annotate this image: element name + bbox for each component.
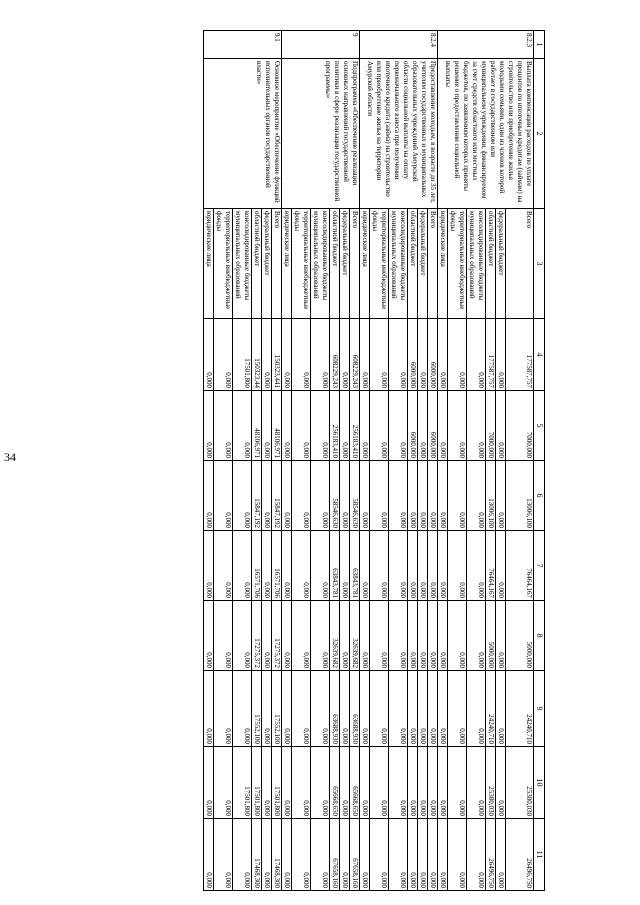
- value-cell: 17501,800: [272, 747, 282, 819]
- value-cell: 0,000: [340, 319, 350, 391]
- value-cell: 0,000: [389, 671, 408, 747]
- col-header: 3: [534, 209, 545, 319]
- value-cell: 0,000: [418, 671, 428, 747]
- value-cell: 0,000: [204, 747, 214, 819]
- value-cell: 0,000: [448, 671, 467, 747]
- table-row: [350, 31, 360, 891]
- row-name: Подпрограмма «Обеспечение реализации основных направлений государственной политики в сфере реализации государственной программы»: [282, 59, 360, 209]
- value-cell: 0,000: [292, 601, 311, 671]
- funding-source: федеральный бюджет: [262, 209, 272, 319]
- value-cell: 0,000: [438, 531, 448, 601]
- value-cell: 150323,44: [252, 319, 262, 391]
- funding-source: территориальные внебюджетные фонды: [370, 209, 389, 319]
- value-cell: 0,000: [282, 601, 292, 671]
- row-name: Выплата компенсации расходов по уплате процентов по ипотечным кредитам (займам) на строительство или приобретение жилья молодыми семьями, один из членов которой работает в государственном или муниципальном учреждении, финансируемом за счет средств областного или местных бюджетов, по заявлениям которых приняты решения о предоставлении социальной выплаты: [438, 59, 534, 209]
- value-cell: 0,000: [428, 531, 438, 601]
- funding-source: юридические лица: [360, 209, 370, 319]
- value-cell: 0,000: [448, 461, 467, 531]
- value-cell: 13006,100: [486, 461, 496, 531]
- value-cell: 76464,167: [506, 531, 534, 601]
- value-cell: 16571,706: [252, 531, 262, 601]
- col-header: 10: [534, 747, 545, 819]
- value-cell: 0,000: [370, 601, 389, 671]
- value-cell: 0,000: [214, 531, 233, 601]
- value-cell: 0,000: [214, 747, 233, 819]
- row-code: 8.2.3: [438, 31, 534, 59]
- value-cell: 0,000: [311, 819, 330, 891]
- value-cell: 25380,030: [486, 747, 496, 819]
- value-cell: 67658,160: [350, 819, 360, 891]
- value-cell: 0,000: [292, 461, 311, 531]
- value-cell: 15847,192: [252, 461, 262, 531]
- value-cell: 256183,410: [350, 391, 360, 461]
- value-cell: 0,000: [370, 319, 389, 391]
- value-cell: 0,000: [408, 601, 418, 671]
- value-cell: 0,000: [389, 319, 408, 391]
- value-cell: 17552,100: [272, 671, 282, 747]
- value-cell: 65668,650: [350, 747, 360, 819]
- value-cell: 0,000: [496, 391, 506, 461]
- table-row: [428, 31, 438, 891]
- value-cell: 63843,781: [330, 531, 340, 601]
- value-cell: 48106,971: [252, 391, 262, 461]
- value-cell: 0,000: [360, 819, 370, 891]
- value-cell: 65668,650: [330, 747, 340, 819]
- funding-source: территориальные внебюджетные фонды: [214, 209, 233, 319]
- funding-source: консолидированные бюджеты муниципальных образований: [233, 209, 252, 319]
- value-cell: 0,000: [496, 601, 506, 671]
- funding-source: Всего: [428, 209, 438, 319]
- value-cell: 0,000: [438, 601, 448, 671]
- value-cell: 63688,930: [330, 671, 340, 747]
- row-code: 9: [282, 31, 360, 59]
- value-cell: 0,000: [467, 319, 486, 391]
- value-cell: 0,000: [204, 601, 214, 671]
- value-cell: 0,000: [467, 671, 486, 747]
- value-cell: 0,000: [418, 319, 428, 391]
- row-name: Основное мероприятие «Обеспечение функций исполнительных органов государственной власти»: [204, 59, 282, 209]
- page-number: 34: [4, 450, 16, 464]
- value-cell: 0,000: [214, 319, 233, 391]
- value-cell: 0,000: [340, 819, 350, 891]
- value-cell: 0,000: [389, 819, 408, 891]
- funding-source: Всего: [506, 209, 534, 319]
- value-cell: 0,000: [233, 391, 252, 461]
- value-cell: 0,000: [360, 391, 370, 461]
- funding-source: юридические лица: [438, 209, 448, 319]
- value-cell: 0,000: [340, 391, 350, 461]
- value-cell: 76464,167: [486, 531, 496, 601]
- value-cell: 256183,410: [330, 391, 340, 461]
- value-cell: 608229,243: [350, 319, 360, 391]
- value-cell: 0,000: [438, 391, 448, 461]
- header-row: [534, 31, 545, 891]
- value-cell: 177587,757: [486, 319, 496, 391]
- value-cell: 17501,800: [233, 747, 252, 819]
- row-name: Предоставление молодым, в возрасте до 35 лет, учителям государственных и муниципальных образовательных учреждений Амурской области социальной выплаты на оплату первоначального взноса при получении ипотечного кредита (займа) на строительство или приобретение жилья на территории Амурской области: [360, 59, 438, 209]
- value-cell: 17501,800: [252, 747, 262, 819]
- funding-source: областной бюджет: [486, 209, 496, 319]
- value-cell: 0,000: [408, 461, 418, 531]
- funding-source: федеральный бюджет: [418, 209, 428, 319]
- value-cell: 0,000: [418, 391, 428, 461]
- value-cell: 0,000: [438, 819, 448, 891]
- row-code: 9.1: [204, 31, 282, 59]
- value-cell: 0,000: [262, 461, 272, 531]
- value-cell: 0,000: [340, 671, 350, 747]
- value-cell: 0,000: [214, 819, 233, 891]
- value-cell: 0,000: [292, 747, 311, 819]
- value-cell: 26496,750: [486, 819, 496, 891]
- value-cell: 6000,000: [408, 319, 418, 391]
- value-cell: 6000,000: [428, 319, 438, 391]
- value-cell: 32639,682: [350, 601, 360, 671]
- value-cell: 0,000: [204, 391, 214, 461]
- value-cell: 0,000: [418, 747, 428, 819]
- value-cell: 13006,100: [506, 461, 534, 531]
- value-cell: 0,000: [467, 391, 486, 461]
- value-cell: 0,000: [370, 671, 389, 747]
- value-cell: 150323,441: [272, 319, 282, 391]
- value-cell: 0,000: [370, 531, 389, 601]
- value-cell: 0,000: [262, 319, 272, 391]
- value-cell: 0,000: [438, 461, 448, 531]
- col-header: 8: [534, 601, 545, 671]
- value-cell: 0,000: [418, 461, 428, 531]
- value-cell: 0,000: [360, 461, 370, 531]
- value-cell: 0,000: [428, 601, 438, 671]
- value-cell: 0,000: [467, 531, 486, 601]
- value-cell: 48106,971: [272, 391, 282, 461]
- value-cell: 7000,000: [486, 391, 496, 461]
- value-cell: 0,000: [360, 601, 370, 671]
- value-cell: 0,000: [282, 819, 292, 891]
- value-cell: 0,000: [438, 747, 448, 819]
- col-header: 7: [534, 531, 545, 601]
- value-cell: 0,000: [389, 747, 408, 819]
- funding-source: консолидированные бюджеты муниципальных образований: [389, 209, 408, 319]
- value-cell: 17468,300: [252, 819, 262, 891]
- value-cell: 0,000: [204, 461, 214, 531]
- value-cell: 0,000: [311, 461, 330, 531]
- table-row: [506, 31, 534, 891]
- value-cell: 0,000: [292, 819, 311, 891]
- value-cell: 0,000: [496, 461, 506, 531]
- value-cell: 0,000: [262, 531, 272, 601]
- value-cell: 0,000: [214, 461, 233, 531]
- value-cell: 0,000: [282, 531, 292, 601]
- value-cell: 0,000: [370, 747, 389, 819]
- row-code: 8.2.4: [360, 31, 438, 59]
- value-cell: 0,000: [311, 391, 330, 461]
- value-cell: 0,000: [360, 531, 370, 601]
- value-cell: 17275,372: [252, 601, 262, 671]
- value-cell: 17468,300: [272, 819, 282, 891]
- value-cell: 58546,630: [330, 461, 340, 531]
- funding-source: областной бюджет: [252, 209, 262, 319]
- value-cell: 0,000: [389, 461, 408, 531]
- col-header: 1: [534, 31, 545, 59]
- value-cell: 0,000: [428, 747, 438, 819]
- value-cell: 0,000: [408, 747, 418, 819]
- funding-source: юридические лица: [282, 209, 292, 319]
- value-cell: 0,000: [282, 391, 292, 461]
- value-cell: 0,000: [418, 819, 428, 891]
- value-cell: 6000,000: [428, 391, 438, 461]
- value-cell: 0,000: [233, 819, 252, 891]
- value-cell: 0,000: [448, 531, 467, 601]
- value-cell: 0,000: [340, 461, 350, 531]
- value-cell: 0,000: [360, 747, 370, 819]
- value-cell: 0,000: [214, 391, 233, 461]
- funding-source: Всего: [350, 209, 360, 319]
- value-cell: 0,000: [428, 461, 438, 531]
- value-cell: 17275,372: [272, 601, 282, 671]
- funding-source: консолидированные бюджеты муниципальных образований: [311, 209, 330, 319]
- funding-source: федеральный бюджет: [496, 209, 506, 319]
- budget-table: [203, 30, 545, 891]
- value-cell: 0,000: [204, 531, 214, 601]
- value-cell: 17501,800: [233, 319, 252, 391]
- value-cell: 177587,757: [506, 319, 534, 391]
- value-cell: 25380,030: [506, 747, 534, 819]
- value-cell: 0,000: [467, 461, 486, 531]
- value-cell: 0,000: [428, 671, 438, 747]
- value-cell: 0,000: [448, 319, 467, 391]
- col-header: 5: [534, 391, 545, 461]
- col-header: 9: [534, 671, 545, 747]
- value-cell: 0,000: [214, 671, 233, 747]
- value-cell: 5000,000: [486, 601, 496, 671]
- value-cell: 0,000: [292, 391, 311, 461]
- value-cell: 58546,630: [350, 461, 360, 531]
- value-cell: 0,000: [311, 601, 330, 671]
- col-header: 2: [534, 59, 545, 209]
- funding-source: Всего: [272, 209, 282, 319]
- value-cell: 0,000: [233, 461, 252, 531]
- value-cell: 0,000: [408, 531, 418, 601]
- value-cell: 5000,000: [506, 601, 534, 671]
- value-cell: 32639,682: [330, 601, 340, 671]
- value-cell: 0,000: [262, 819, 272, 891]
- value-cell: 7000,000: [506, 391, 534, 461]
- value-cell: 0,000: [496, 671, 506, 747]
- value-cell: 0,000: [408, 819, 418, 891]
- value-cell: 24240,710: [506, 671, 534, 747]
- value-cell: 0,000: [496, 747, 506, 819]
- funding-source: областной бюджет: [408, 209, 418, 319]
- value-cell: 0,000: [233, 601, 252, 671]
- rotated-page: [75, 30, 545, 890]
- funding-source: территориальные внебюджетные фонды: [448, 209, 467, 319]
- value-cell: 0,000: [360, 319, 370, 391]
- funding-source: консолидированные бюджеты муниципальных образований: [467, 209, 486, 319]
- value-cell: 0,000: [262, 671, 272, 747]
- value-cell: 0,000: [448, 747, 467, 819]
- value-cell: 0,000: [262, 747, 272, 819]
- value-cell: 0,000: [448, 601, 467, 671]
- value-cell: 6000,000: [408, 391, 418, 461]
- value-cell: 0,000: [418, 601, 428, 671]
- value-cell: 26496,750: [506, 819, 534, 891]
- value-cell: 0,000: [428, 819, 438, 891]
- value-cell: 0,000: [292, 671, 311, 747]
- value-cell: 0,000: [204, 319, 214, 391]
- value-cell: 0,000: [340, 601, 350, 671]
- value-cell: 0,000: [282, 671, 292, 747]
- value-cell: 0,000: [262, 391, 272, 461]
- value-cell: 0,000: [311, 747, 330, 819]
- value-cell: 0,000: [448, 819, 467, 891]
- value-cell: 0,000: [233, 671, 252, 747]
- funding-source: областной бюджет: [330, 209, 340, 319]
- value-cell: 0,000: [448, 391, 467, 461]
- value-cell: 0,000: [282, 319, 292, 391]
- value-cell: 0,000: [311, 319, 330, 391]
- value-cell: 0,000: [204, 819, 214, 891]
- value-cell: 0,000: [262, 601, 272, 671]
- value-cell: 0,000: [370, 819, 389, 891]
- table-row: [272, 31, 282, 891]
- value-cell: 0,000: [311, 671, 330, 747]
- value-cell: 0,000: [282, 747, 292, 819]
- col-header: 6: [534, 461, 545, 531]
- value-cell: 0,000: [496, 531, 506, 601]
- value-cell: 0,000: [204, 671, 214, 747]
- value-cell: 0,000: [282, 461, 292, 531]
- value-cell: 0,000: [292, 531, 311, 601]
- col-header: 11: [534, 819, 545, 891]
- value-cell: 608229,243: [330, 319, 340, 391]
- value-cell: 0,000: [438, 319, 448, 391]
- value-cell: 63688,930: [350, 671, 360, 747]
- value-cell: 0,000: [214, 601, 233, 671]
- value-cell: 0,000: [233, 531, 252, 601]
- value-cell: 0,000: [467, 819, 486, 891]
- value-cell: 0,000: [389, 391, 408, 461]
- col-header: 4: [534, 319, 545, 391]
- value-cell: 24240,710: [486, 671, 496, 747]
- value-cell: 0,000: [311, 531, 330, 601]
- value-cell: 15847,192: [272, 461, 282, 531]
- value-cell: 0,000: [408, 671, 418, 747]
- value-cell: 0,000: [467, 747, 486, 819]
- value-cell: 0,000: [292, 319, 311, 391]
- value-cell: 0,000: [340, 747, 350, 819]
- funding-source: юридические лица: [204, 209, 214, 319]
- value-cell: 0,000: [418, 531, 428, 601]
- value-cell: 17552,100: [252, 671, 262, 747]
- funding-source: территориальные внебюджетные фонды: [292, 209, 311, 319]
- value-cell: 0,000: [340, 531, 350, 601]
- value-cell: 0,000: [496, 319, 506, 391]
- value-cell: 0,000: [370, 461, 389, 531]
- value-cell: 0,000: [389, 601, 408, 671]
- value-cell: 0,000: [389, 531, 408, 601]
- value-cell: 0,000: [370, 391, 389, 461]
- value-cell: 0,000: [496, 819, 506, 891]
- value-cell: 63843,781: [350, 531, 360, 601]
- value-cell: 67658,160: [330, 819, 340, 891]
- value-cell: 0,000: [467, 601, 486, 671]
- value-cell: 0,000: [438, 671, 448, 747]
- value-cell: 16571,706: [272, 531, 282, 601]
- value-cell: 0,000: [360, 671, 370, 747]
- funding-source: федеральный бюджет: [340, 209, 350, 319]
